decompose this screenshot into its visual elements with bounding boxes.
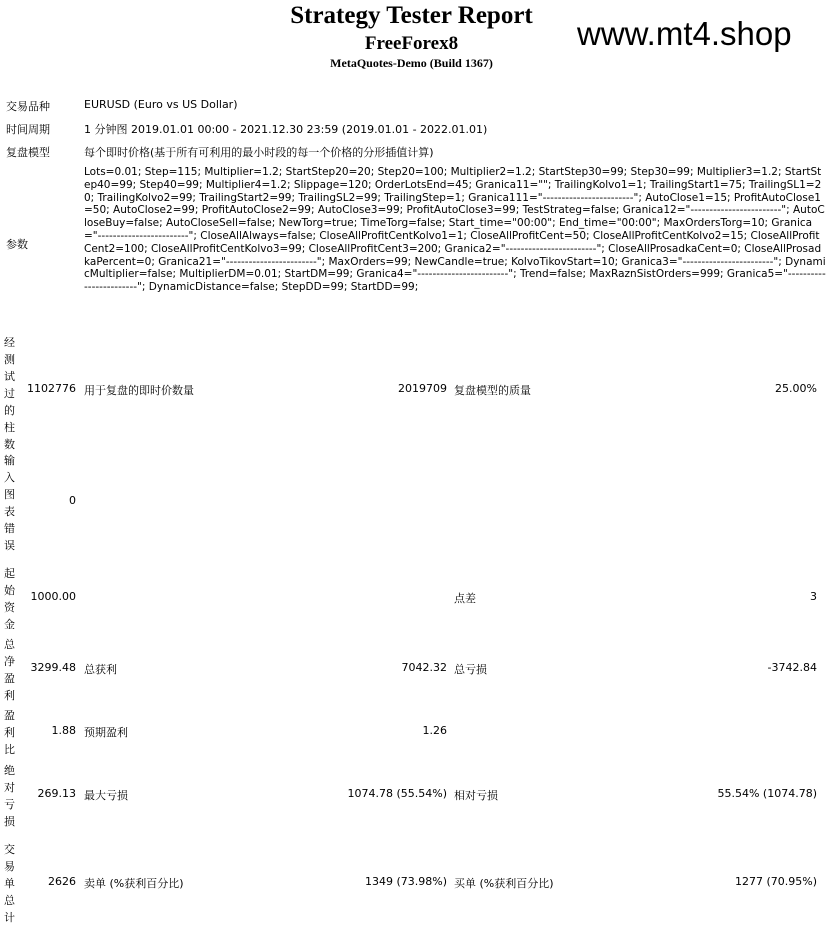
stat-label-3: 相对亏损 xyxy=(454,789,498,802)
params-value: Lots=0.01; Step=115; Multiplier=1.2; StartStep20=20; Step20=100; Multiplier2=1.2; StartStep30=99; Step30=99; Multiplier3=1.2; StartStep40=99; Step40=99; Multiplier4=1.2; Slippage=120; OrderLotsEnd=45; Granica11=""; TrailingKolvo1=1; TrailingStart1=75; TrailingSL1=20; TrailingKolvo2=99; TrailingStart2=99; TrailingSL2=99; TrailingStep=1; Granica111="------------------------"; AutoClose1=15; ProfitAutoClose1=50; AutoClose2=99; ProfitAutoClose2=99; AutoClose3=99; ProfitAutoClose3=99; TestStrateg=false; Granica12="------------------------"; AutoCloseBuy=false; AutoCloseSell=false; NewTorg=true; TimeTorg=false; Start_time="00:00"; End_time="00:00"; MaxOrdersTorg=10; Granica="------------------------"; CloseAllAlways=false; CloseAllProfitCentKolvo1=1; CloseAllProfitCent=50; CloseAllProfitCentKolvo2=15; CloseAllProfitCent2=100; CloseAllProfitCentKolvo3=99; CloseAllProfitCent3=200; Granica2="------------------------"; CloseAllProsadkaCent=0; CloseAllProsadkaPercent=0; Granica21="------------------------"; MaxOrders=99; NewCandle=true; KolvoTikovStart=10; Granica3="------------------------"; DynamicMultiplier=false; MultiplierDM=0.01; StartDM=99; Granica4="------------------------"; Trend=false; MaxRaznSistOrders=999; Granica5="------------------------"; DynamicDistance=false; StepDD=99; StartDD=99; xyxy=(84,166,826,294)
model-label: 复盘模型 xyxy=(6,146,50,159)
stat-label-2: 卖单 (%获利百分比) xyxy=(84,877,184,890)
stat-value-2: 1.26 xyxy=(422,724,447,737)
stat-value-3: 3 xyxy=(810,590,817,603)
stat-label: 盈利比 xyxy=(4,709,15,756)
stat-value: 1.88 xyxy=(51,724,76,737)
params-label: 参数 xyxy=(6,238,28,251)
stat-label-3: 复盘模型的质量 xyxy=(454,384,531,397)
stat-value: 3299.48 xyxy=(30,661,76,674)
stat-value: 1102776 xyxy=(27,382,76,395)
stat-value-3: 1277 (70.95%) xyxy=(734,875,817,888)
stat-label: 经测试过的柱数 xyxy=(4,336,15,451)
stat-value: 0 xyxy=(69,494,76,507)
period-label: 时间周期 xyxy=(6,123,50,136)
period-value: 1 分钟图 2019.01.01 00:00 - 2021.12.30 23:59 (2019.01.01 - 2022.01.01) xyxy=(84,123,488,136)
stat-label-3: 总亏损 xyxy=(454,663,487,676)
symbol-value: EURUSD (Euro vs US Dollar) xyxy=(84,98,238,111)
expert-name: FreeForex8 xyxy=(364,33,459,54)
stat-label: 总净盈利 xyxy=(4,638,15,702)
stat-label-2: 最大亏损 xyxy=(84,789,128,802)
stat-value-3: 25.00% xyxy=(775,382,817,395)
stat-value-3: -3742.84 xyxy=(767,661,817,674)
stat-value-2: 7042.32 xyxy=(401,661,447,674)
stat-value: 2626 xyxy=(48,875,76,888)
stat-value-2: 1074.78 (55.54%) xyxy=(347,787,447,800)
stat-value-2: 2019709 xyxy=(398,382,447,395)
stat-value-2: 1349 (73.98%) xyxy=(364,875,447,888)
stat-value: 1000.00 xyxy=(30,590,76,603)
stat-label: 绝对亏损 xyxy=(4,764,15,828)
stat-label: 起始资金 xyxy=(4,567,15,631)
stat-value: 269.13 xyxy=(37,787,76,800)
symbol-label: 交易品种 xyxy=(6,100,50,113)
build-info: MetaQuotes-Demo (Build 1367) xyxy=(330,56,493,70)
stat-label-3: 点差 xyxy=(454,592,476,605)
watermark-text: www.mt4.shop xyxy=(577,15,792,52)
stat-value-3: 55.54% (1074.78) xyxy=(717,787,817,800)
stat-label: 输入图表错误 xyxy=(4,454,15,552)
stat-label-2: 用于复盘的即时价数量 xyxy=(84,384,194,397)
stat-label-3: 买单 (%获利百分比) xyxy=(454,877,554,890)
stat-label: 交易单总计 xyxy=(4,843,15,924)
report-title: Strategy Tester Report xyxy=(290,2,533,29)
report-header xyxy=(0,0,833,80)
stat-label-2: 总获利 xyxy=(84,663,117,676)
model-value: 每个即时价格(基于所有可利用的最小时段的每一个价格的分形插值计算) xyxy=(84,146,434,159)
stat-label-2: 预期盈利 xyxy=(84,726,128,739)
